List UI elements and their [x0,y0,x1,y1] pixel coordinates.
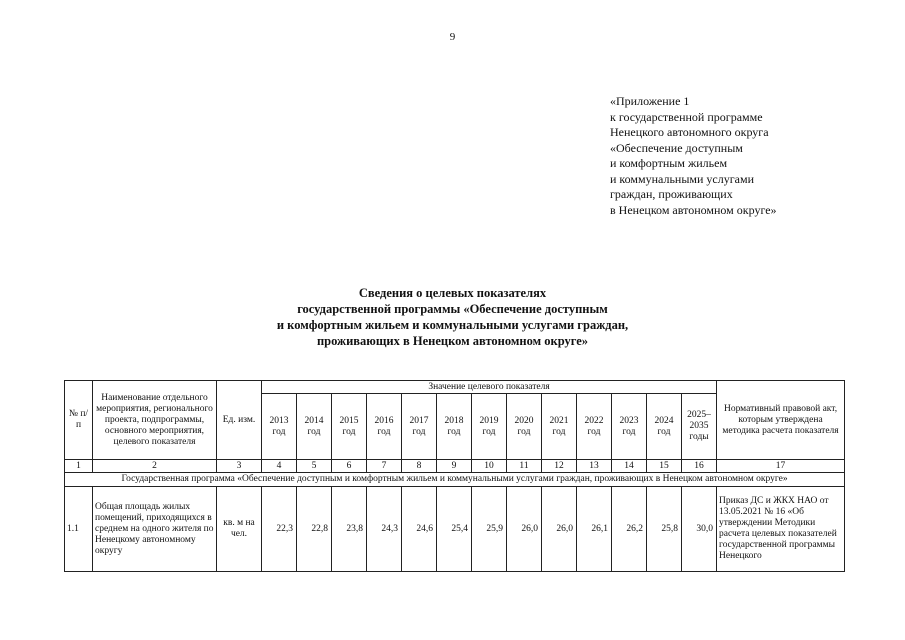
column-numbers-row [65,460,845,473]
header-year: 2023 год [612,394,647,460]
header-name: Наименование отдельного мероприятия, регионального проекта, подпрограммы, основного мероприятия, целевого показателя [93,381,217,460]
row-value: 25,4 [437,487,472,572]
appendix-line: «Обеспечение доступным [610,140,743,155]
program-row [65,473,845,487]
column-number: 1 [65,460,93,473]
header-year: 2021 год [542,394,577,460]
appendix-block [610,94,900,218]
row-value: 22,8 [297,487,332,572]
column-number: 13 [577,460,612,473]
column-number: 12 [542,460,577,473]
header-year: 2017 год [402,394,437,460]
appendix-line: и комфортным жильем [610,156,728,170]
row-value: 24,6 [402,487,437,572]
title-line: государственной программы «Обеспечение доступным [297,302,608,316]
header-year: 2019 год [472,394,507,460]
header-year: 2013 год [262,394,297,460]
header-year: 2022 год [577,394,612,460]
row-num: 1.1 [65,487,93,572]
title-line: Сведения о целевых показателях [358,286,547,300]
indicators-table [64,380,845,572]
row-legal-act: Приказ ДС и ЖКХ НАО от 13.05.2021 № 16 «Об утверждении Методики расчета целевых показателей государственной программы Ненецкого [717,487,845,572]
title-line: проживающих в Ненецком автономном округе» [316,334,589,348]
header-year: 2014 год [297,394,332,460]
header-year: 2018 год [437,394,472,460]
header-num: № п/п [65,381,93,460]
table-row [65,487,845,572]
header-unit: Ед. изм. [217,381,262,460]
row-value: 25,9 [472,487,507,572]
row-name: Общая площадь жилых помещений, приходящихся в среднем на одного жителя по Ненецкому автономному округу [93,487,217,572]
column-number: 11 [507,460,542,473]
column-number: 14 [612,460,647,473]
row-value: 25,8 [647,487,682,572]
appendix-line: «Приложение 1 [610,94,690,108]
header-values-group: Значение целевого показателя [262,381,717,394]
column-number: 7 [367,460,402,473]
row-value: 26,1 [577,487,612,572]
header-year: 2025–2035 годы [682,394,717,460]
column-number: 15 [647,460,682,473]
row-value: 30,0 [682,487,717,572]
header-row [65,381,845,394]
column-number: 3 [217,460,262,473]
header-year: 2015 год [332,394,367,460]
column-number: 8 [402,460,437,473]
program-title: Государственная программа «Обеспечение доступным и комфортным жильем и коммунальными услугами граждан, проживающих в Ненецком автономном округе» [65,473,845,487]
column-number: 4 [262,460,297,473]
column-number: 9 [437,460,472,473]
header-year: 2016 год [367,394,402,460]
row-value: 24,3 [367,487,402,572]
appendix-line: граждан, проживающих [610,187,733,201]
row-value: 23,8 [332,487,367,572]
appendix-line: и коммунальными услугами [610,171,754,186]
column-number: 10 [472,460,507,473]
header-year: 2024 год [647,394,682,460]
appendix-line: к государственной программе [610,109,763,124]
document-title [0,285,905,349]
page-number: 9 [449,31,456,43]
title-line: и комфортным жильем и коммунальными услугами граждан, [276,318,629,332]
appendix-line: в Ненецком автономном округе» [610,202,777,217]
column-number: 2 [93,460,217,473]
header-year: 2020 год [507,394,542,460]
column-number: 6 [332,460,367,473]
row-value: 26,0 [507,487,542,572]
appendix-line: Ненецкого автономного округа [610,125,769,139]
row-value: 26,0 [542,487,577,572]
row-unit: кв. м на чел. [217,487,262,572]
column-number: 17 [717,460,845,473]
row-value: 26,2 [612,487,647,572]
column-number: 16 [682,460,717,473]
column-number: 5 [297,460,332,473]
row-value: 22,3 [262,487,297,572]
header-legal-act: Нормативный правовой акт, которым утверждена методика расчета показателя [717,381,845,460]
